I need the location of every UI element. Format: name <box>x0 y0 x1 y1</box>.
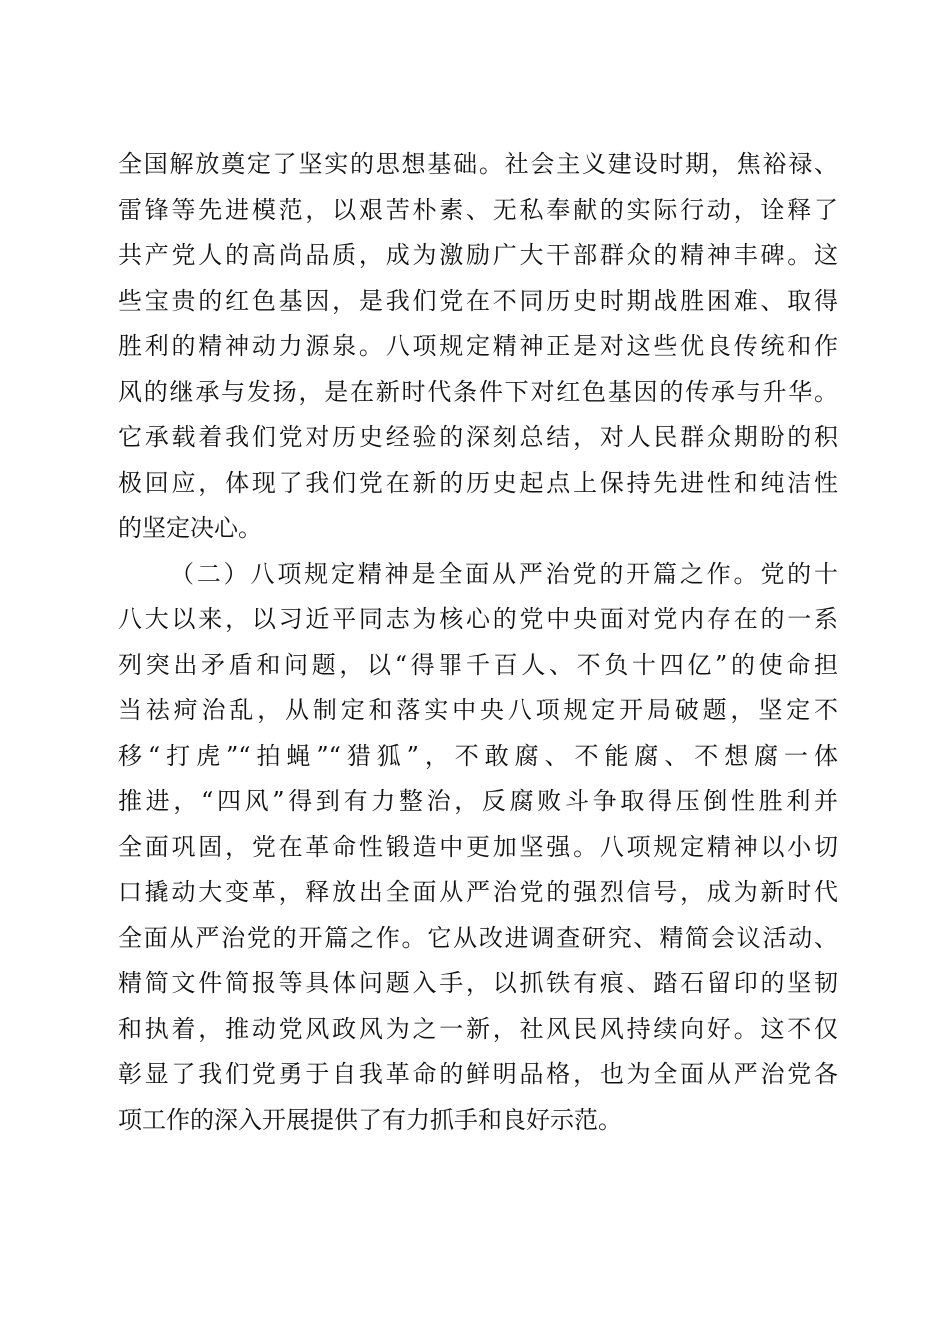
text-line: 项工作的深入开展提供了有力抓手和良好示范。 <box>118 1105 622 1134</box>
paragraph-2 <box>118 552 838 1144</box>
text-line: 和执着，推动党风政风为之一新，社风民风持续向好。这不仅 <box>118 1014 838 1043</box>
text-line: 全面巩固，党在革命性锻造中更加坚强。八项规定精神以小切 <box>118 832 838 861</box>
text-line: 彰显了我们党勇于自我革命的鲜明品格，也为全面从严治党各 <box>118 1060 838 1088</box>
text-line: 移“打虎”“拍蝇”“猎狐”，不敢腐、不能腐、不想腐一体 <box>118 741 838 770</box>
text-line: 全面从严治党的开篇之作。它从改进调查研究、精简会议活动、 <box>118 923 838 952</box>
text-line: 精简文件简报等具体问题入手，以抓铁有痕、踏石留印的坚韧 <box>118 969 838 997</box>
text-line: 极回应，体现了我们党在新的历史起点上保持先进性和纯洁性 <box>118 468 838 497</box>
text-line: 些宝贵的红色基因，是我们党在不同历史时期战胜困难、取得 <box>118 286 838 315</box>
text-line: 八大以来，以习近平同志为核心的党中央面对党内存在的一系 <box>118 605 838 633</box>
text-line: 的坚定决心。 <box>118 514 262 542</box>
text-line: 全国解放奠定了坚实的思想基础。社会主义建设时期，焦裕禄、 <box>118 150 838 178</box>
text-line: 雷锋等先进模范，以艰苦朴素、无私奉献的实际行动，诠释了 <box>118 195 838 224</box>
document-body <box>118 142 838 1143</box>
text-line: 列突出矛盾和问题，以“得罪千百人、不负十四亿”的使命担 <box>118 650 838 679</box>
section-heading-line: （二）八项规定精神是全面从严治党的开篇之作。党的十 <box>170 559 838 588</box>
text-line: 它承载着我们党对历史经验的深刻总结，对人民群众期盼的积 <box>118 423 838 451</box>
text-line: 当祛疴治乱，从制定和落实中央八项规定开局破题，坚定不 <box>118 696 838 724</box>
text-line: 推进，“四风”得到有力整治，反腐败斗争取得压倒性胜利并 <box>118 787 838 815</box>
text-line: 风的继承与发扬，是在新时代条件下对红色基因的传承与升华。 <box>118 377 838 406</box>
text-line: 口撬动大变革，释放出全面从严治党的强烈信号，成为新时代 <box>118 878 838 906</box>
text-line: 胜利的精神动力源泉。八项规定精神正是对这些优良传统和作 <box>118 332 838 360</box>
text-line: 共产党人的高尚品质，成为激励广大干部群众的精神丰碑。这 <box>118 241 838 269</box>
paragraph-1 <box>118 142 838 552</box>
